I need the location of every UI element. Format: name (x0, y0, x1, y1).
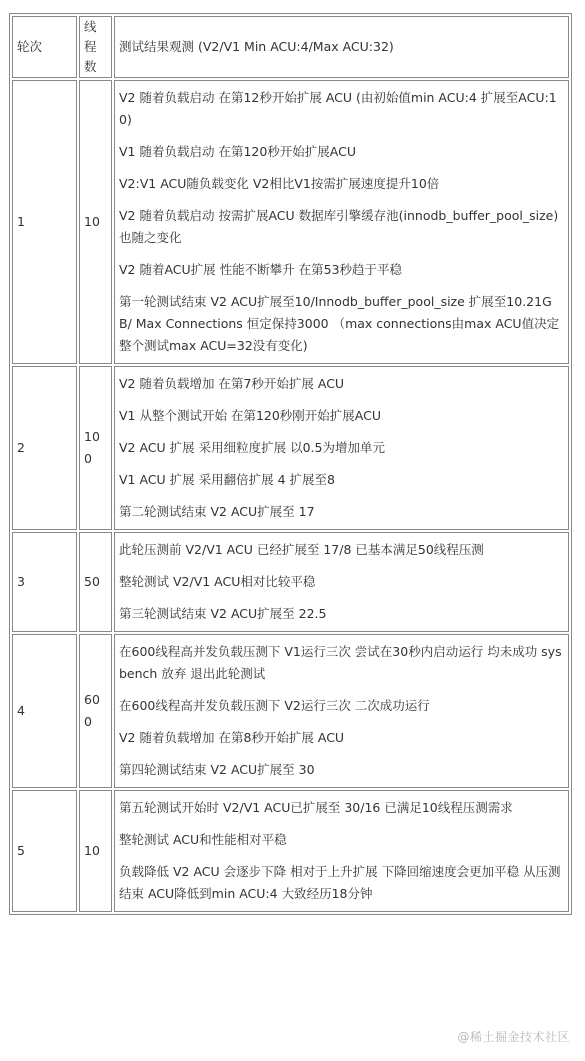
observation-cell (114, 634, 569, 788)
observation-line: 第二轮测试结束 V2 ACU扩展至 17 (119, 504, 315, 519)
observation-line: 第五轮测试开始时 V2/V1 ACU已扩展至 30/16 已满足10线程压测需求 (119, 800, 513, 815)
table-row (12, 634, 569, 788)
observation-line: V1 随着负载启动 在第120秒开始扩展ACU (119, 144, 357, 159)
threads-cell: 100 (79, 366, 112, 530)
round-cell: 4 (12, 634, 77, 788)
observation-line: V2 随着负载启动 按需扩展ACU 数据库引擎缓存池(innodb_buffer_pool_size)也随之变化 (119, 208, 559, 245)
threads-cell: 600 (79, 634, 112, 788)
threads-cell: 10 (79, 790, 112, 912)
table-row (12, 80, 569, 364)
threads-cell: 50 (79, 532, 112, 632)
observation-line: V2 随着ACU扩展 性能不断攀升 在第53秒趋于平稳 (119, 262, 403, 277)
round-cell: 1 (12, 80, 77, 364)
observation-cell (114, 532, 569, 632)
observation-line: 负载降低 V2 ACU 会逐步下降 相对于上升扩展 下降回缩速度会更加平稳 从压测结束 ACU降低到min ACU:4 大致经历18分钟 (119, 864, 561, 901)
observation-line: 第一轮测试结束 V2 ACU扩展至10/Innodb_buffer_pool_size 扩展至10.21GB/ Max Connections 恒定保持3000 （max connections由max ACU值决定 整个测试max ACU=32没有变化) (119, 294, 560, 353)
round-cell: 3 (12, 532, 77, 632)
observation-line: 第三轮测试结束 V2 ACU扩展至 22.5 (119, 606, 327, 621)
table-row (12, 790, 569, 912)
round-cell: 5 (12, 790, 77, 912)
observation-line: 整轮测试 ACU和性能相对平稳 (119, 832, 287, 847)
table-header-row (12, 16, 569, 78)
watermark: @稀土掘金技术社区 (457, 1030, 570, 1044)
observation-line: V2 随着负载增加 在第8秒开始扩展 ACU (119, 730, 345, 745)
table-row (12, 366, 569, 530)
observation-line: V2:V1 ACU随负载变化 V2相比V1按需扩展速度提升10倍 (119, 176, 440, 191)
observation-cell (114, 366, 569, 530)
threads-cell: 10 (79, 80, 112, 364)
table-row (12, 532, 569, 632)
observation-line: V1 从整个测试开始 在第120秒刚开始扩展ACU (119, 408, 382, 423)
round-cell: 2 (12, 366, 77, 530)
header-round: 轮次 (12, 16, 77, 78)
observation-cell (114, 80, 569, 364)
observation-line: V2 ACU 扩展 采用细粒度扩展 以0.5为增加单元 (119, 440, 385, 455)
observation-cell (114, 790, 569, 912)
header-observation: 测试结果观测 (V2/V1 Min ACU:4/Max ACU:32) (114, 16, 569, 78)
observation-line: V1 ACU 扩展 采用翻倍扩展 4 扩展至8 (119, 472, 335, 487)
observation-line: 整轮测试 V2/V1 ACU相对比较平稳 (119, 574, 316, 589)
observation-line: 第四轮测试结束 V2 ACU扩展至 30 (119, 762, 315, 777)
observation-line: V2 随着负载增加 在第7秒开始扩展 ACU (119, 376, 345, 391)
results-table (9, 13, 572, 915)
observation-line: 此轮压测前 V2/V1 ACU 已经扩展至 17/8 已基本满足50线程压测 (119, 542, 484, 557)
header-threads: 线程数 (79, 16, 112, 78)
observation-line: 在600线程高并发负载压测下 V1运行三次 尝试在30秒内启动运行 均未成功 sysbench 放弃 退出此轮测试 (119, 644, 562, 681)
observation-line: 在600线程高并发负载压测下 V2运行三次 二次成功运行 (119, 698, 430, 713)
observation-line: V2 随着负载启动 在第12秒开始扩展 ACU (由初始值min ACU:4 扩展至ACU:10) (119, 90, 557, 127)
